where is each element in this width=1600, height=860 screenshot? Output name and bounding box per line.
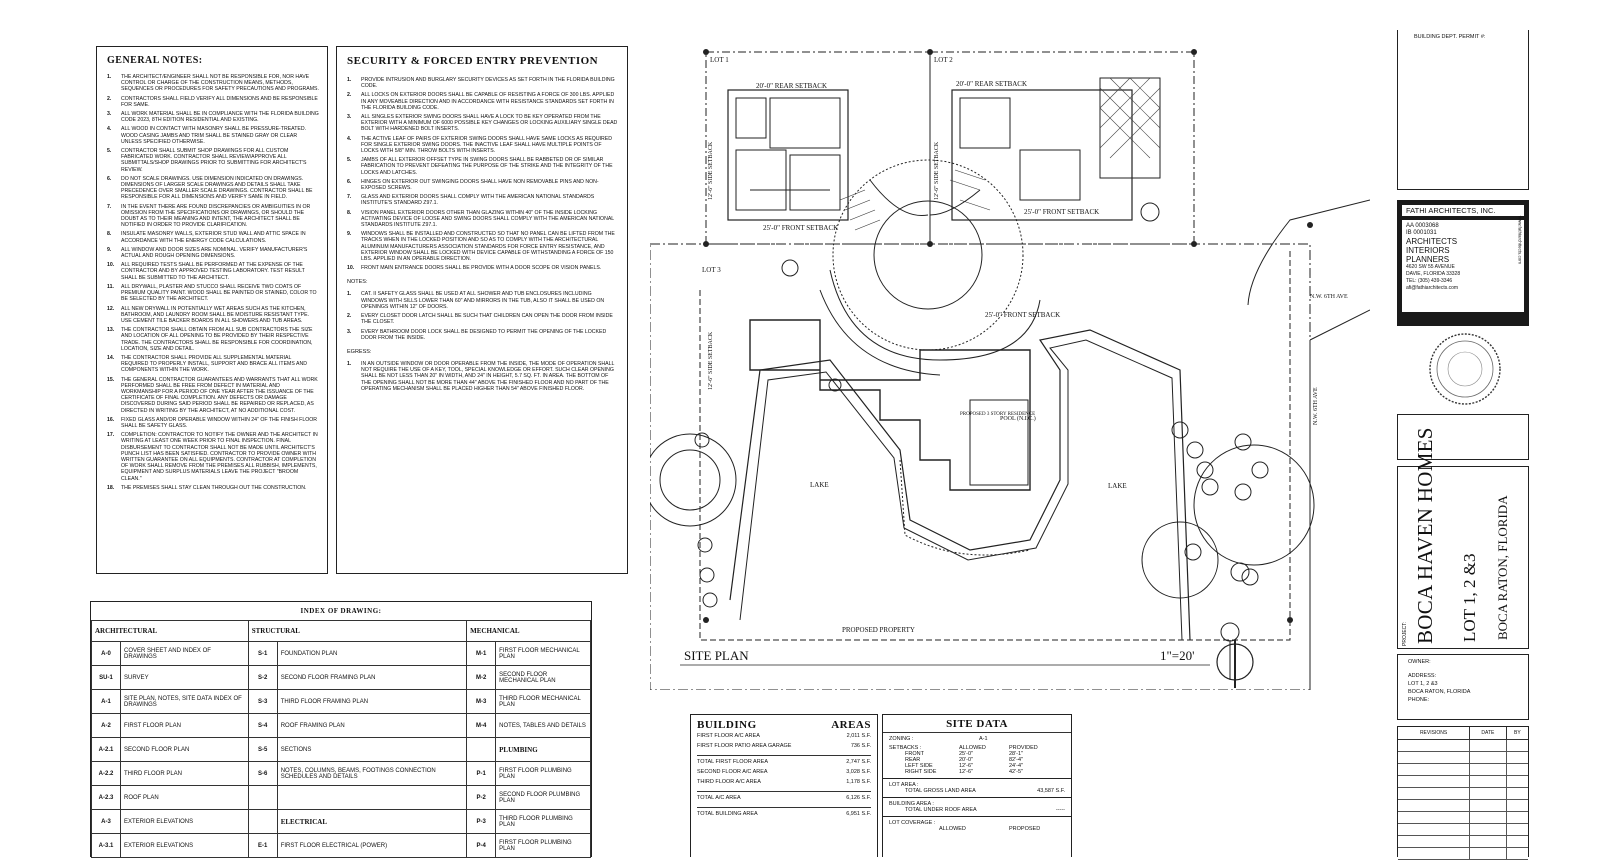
security-note-text: ALL LOCKS ON EXTERIOR DOORS SHALL BE CAPABLE OF RESISTING A FORCE OF 300 LBS. APPLIED IN ANY MOVEABLE DIRECTION AND IN ACCORDANCE WITH RESISTANCE STANDARDS SET FORTH IN THE FLORIDA BUILDING CODE. xyxy=(361,92,615,111)
building-area-label: FIRST FLOOR PATIO AREA GARAGE xyxy=(697,743,792,749)
revision-row xyxy=(1398,776,1528,788)
revision-row xyxy=(1398,752,1528,764)
index-sheet-code: M-2 xyxy=(467,666,496,690)
notes-label: NOTES: xyxy=(347,279,368,286)
general-note-item xyxy=(107,176,319,201)
index-sheet-title: SECTIONS xyxy=(277,738,466,762)
building-area-row xyxy=(697,807,871,819)
setback-allowed: 25'-0" xyxy=(959,751,974,757)
index-sheet-title: FIRST FLOOR ELECTRICAL (POWER) xyxy=(277,834,466,858)
general-note-item xyxy=(107,148,319,173)
index-sheet-code: A-2 xyxy=(92,714,121,738)
index-sheet-title: FIRST FLOOR PLUMBING PLAN xyxy=(496,834,591,858)
general-note-text: ALL DRYWALL, PLASTER AND STUCCO SHALL RECEIVE TWO COATS OF PREMIUM QUALITY PAINT. WOOD SHALL BE PAINTED OR STAINED, COLOR TO BE SELECTED BY THE ARCHITECT. xyxy=(121,283,317,303)
building-area-row xyxy=(697,731,871,741)
general-note-text: THE GENERAL CONTRACTOR GUARANTEES AND WARRANTS THAT ALL WORK PERFORMED SHALL BE FREE FROM DEFECT IN MATERIAL AND WORKMANSHIP FOR A PERIOD OF ONE YEAR AFTER THE ISSUANCE OF THE CERTIFICATE OF FINAL COMPLETION. ANY DEFECTS OR DAMAGE DISCOVERED DURING SAID PERIOD SHALL BE REPAIRED OR REPLACED, AS DIRECTED IN WRITING BY THE ARCHITECT, AT NO ADDITIONAL COST. xyxy=(121,376,318,414)
proposed-property-label: PROPOSED PROPERTY xyxy=(842,626,915,634)
firm-license-1: AA 0003068 xyxy=(1406,223,1439,229)
general-note-text: THE ARCHITECT/ENGINEER SHALL NOT BE RESPONSIBLE FOR, NOR HAVE CONTROL OR CHARGE OF THE CONSTRUCTION MEANS, METHODS, SEQUENCES OR PROCEDURES FOR SAFETY PRECAUTIONS AND PROGRAMS. xyxy=(121,74,319,93)
permit-box xyxy=(1397,30,1529,190)
security-subnote-item xyxy=(347,291,619,310)
lot-coverage-allowed: ALLOWED xyxy=(939,826,966,832)
security-note-text: JAMBS OF ALL EXTERIOR OFFSET TYPE IN SWING DOORS SHALL BE RABBETED OR OF SIMILAR FABRICATION TO PREVENT DEFEATING THE PURPOSE OF THE STRIKE AND THE INTEGRITY OF THE LOCKS AND LATCHES. xyxy=(361,157,613,176)
index-sheet-title: NOTES, COLUMNS, BEAMS, FOOTINGS CONNECTION SCHEDULES AND DETAILS xyxy=(277,762,466,786)
index-sheet-code: P-2 xyxy=(467,786,496,810)
address-line-2: BOCA RATON, FLORIDA xyxy=(1408,689,1471,695)
lot1-front-setback: 25'-0" FRONT SETBACK xyxy=(763,224,839,232)
general-note-number: 18. xyxy=(107,484,115,491)
general-note-item xyxy=(107,74,319,93)
building-areas-rows xyxy=(697,731,871,819)
revision-row xyxy=(1398,812,1528,824)
index-sheet-code: A-2.1 xyxy=(92,738,121,762)
site-data-title: SITE DATA xyxy=(883,718,1071,733)
index-sheet-title xyxy=(277,786,466,810)
revision-row xyxy=(1398,740,1528,752)
firm-website: www.fathiarchitects.com xyxy=(1517,215,1522,264)
lot3-label: LOT 3 xyxy=(702,266,721,274)
building-area-label: THIRD FLOOR A/C AREA xyxy=(697,779,761,785)
setback-label: FRONT xyxy=(905,751,924,757)
general-note-text: THE CONTRACTOR SHALL OBTAIN FROM ALL SUB CONTRACTORS THE SIZE AND LOCATION OF ALL OPENING TO BE PROVIDED BY THEIR RESPECTIVE TRADE. THE CONTRACTORS SHALL BE RESPONSIBLE FOR COORDINATION, LOCATION, SIZE AND DETAIL. xyxy=(121,327,313,352)
site-plan-label: SITE PLAN xyxy=(684,648,749,663)
zoning-value: A-1 xyxy=(979,736,988,742)
security-subnote-item xyxy=(347,329,619,341)
firm-phone: TEL: (305) 439-3346 xyxy=(1406,278,1453,284)
index-column-header: ARCHITECTURAL xyxy=(92,621,249,642)
index-row xyxy=(92,666,591,690)
allowed-header: ALLOWED xyxy=(959,745,986,751)
index-row xyxy=(92,834,591,858)
firm-email: afi@fathiarchitects.com xyxy=(1406,285,1459,291)
general-note-item xyxy=(107,247,319,259)
provided-header: PROVIDED xyxy=(1009,745,1038,751)
index-sheet-code: S-4 xyxy=(248,714,277,738)
lot2-side-setback: 12'-6" SIDE SETBACK xyxy=(934,141,940,200)
egress-notes xyxy=(347,361,619,392)
security-note-item xyxy=(347,194,619,206)
general-note-number: 2. xyxy=(107,95,112,102)
firm-address-1: 4620 SW 55 AVENUE xyxy=(1406,264,1455,270)
date-header: DATE xyxy=(1470,727,1507,739)
index-sheet-code: A-3.1 xyxy=(92,834,121,858)
index-sheet-title: SECOND FLOOR PLAN xyxy=(121,738,249,762)
egress-note-text: IN AN OUTSIDE WINDOW OR DOOR OPERABLE FROM THE INSIDE, THE MODE OF OPERATION SHALL NOT REQUIRE THE USE OF A KEY, TOOL, SPECIAL KNOWLEDGE OR EFFORT. SUCH CLEAR OPENING SHALL BE NOT LESS THAN 20" IN WIDTH, AND 24" IN HEIGHT, 5.7 SQ. FT. IN AREA. THE BOTTOM OF THE OPENING SHALL NOT BE MORE THAN 44" ABOVE THE FINISHED FLOOR AND NO PART OF THE OPERATING MECHANISM SHALL BE PLACED HIGHER THAN 54" ABOVE FINISHED FLOOR. xyxy=(361,360,615,392)
security-note-text: THE ACTIVE LEAF OF PAIRS OF EXTERIOR SWING DOORS SHALL HAVE SAME LOCKS AS REQUIRED FOR SINGLE EXTERIOR SWING DOORS. THE INACTIVE LEAF SHALL HAVE MULTIPLE POINTS OF LOCKS WITH 5/8" MIN. THROW BOLTS WITH INSERTS. xyxy=(361,135,612,155)
security-note-item xyxy=(347,92,619,111)
lake-label-left: LAKE xyxy=(810,481,829,489)
permit-label: BUILDING DEPT. PERMIT #: xyxy=(1414,34,1486,40)
general-note-number: 3. xyxy=(107,111,112,118)
index-sheet-code: A-0 xyxy=(92,642,121,666)
index-row xyxy=(92,786,591,810)
by-header: BY xyxy=(1514,730,1521,736)
index-sheet-title: ROOF PLAN xyxy=(121,786,249,810)
owner-box xyxy=(1397,654,1529,720)
site-data-table xyxy=(882,714,1072,857)
building-area-label: TOTAL FIRST FLOOR AREA xyxy=(697,759,769,765)
general-note-text: DO NOT SCALE DRAWINGS. USE DIMENSION INDICATED ON DRAWINGS. DIMENSIONS OF LARGER SCALE DRAWINGS AND DETAILS SHALL TAKE PRECEDENCE OVER SMALLER SCALE DRAWINGS. CONTRACTOR SHALL BE RESPONSIBLE FOR ALL DIMENSIONS AND VERIFY SAME IN FIELD. xyxy=(121,175,313,201)
index-row xyxy=(92,738,591,762)
index-sheet-code: SU-1 xyxy=(92,666,121,690)
setback-allowed: 12'-6" xyxy=(959,763,974,769)
index-sheet-title: PLUMBING xyxy=(496,738,591,762)
firm-line-1: ARCHITECTS xyxy=(1406,237,1458,246)
index-row xyxy=(92,762,591,786)
revision-row xyxy=(1398,788,1528,800)
security-note-number: 10. xyxy=(347,265,355,272)
project-lots: LOT 1, 2 &3 xyxy=(1460,553,1479,642)
security-note-number: 2. xyxy=(347,92,352,99)
setback-provided: 42'-5" xyxy=(1009,769,1024,775)
general-note-number: 15. xyxy=(107,376,115,383)
pool-label: POOL (N.I.C.) xyxy=(1000,416,1036,422)
lot2-label: LOT 2 xyxy=(934,56,953,64)
project-name: BOCA HAVEN HOMES xyxy=(1413,427,1437,644)
security-subnote-number: 3. xyxy=(347,328,352,335)
setback-allowed: 12'-6" xyxy=(959,769,974,775)
security-note-item xyxy=(347,77,619,89)
index-sheet-title: THIRD FLOOR MECHANICAL PLAN xyxy=(496,690,591,714)
index-column-header: MECHANICAL xyxy=(467,621,591,642)
index-sheet-code: A-1 xyxy=(92,690,121,714)
general-note-number: 11. xyxy=(107,283,114,290)
revision-row xyxy=(1398,836,1528,848)
security-subnote-text: EVERY CLOSET DOOR LATCH SHALL BE SUCH THAT CHILDREN CAN OPEN THE DOOR FROM INSIDE THE CLOSET. xyxy=(361,313,613,326)
general-note-number: 4. xyxy=(107,126,112,133)
index-sheet-title: EXTERIOR ELEVATIONS xyxy=(121,834,249,858)
general-note-text: ALL WOOD IN CONTACT WITH MASONRY SHALL BE PRESSURE-TREATED. WOOD CASING JAMBS AND TRIM SHALL BE STAINED GRAY OR CLEAR UNLESS SPECIFIED OTHERWISE. xyxy=(121,126,307,145)
building-area-label: BUILDING AREA : xyxy=(889,801,934,807)
building-area-value: 3,028 S.F. xyxy=(846,769,871,775)
street-label-side: N.W. 6TH AVE xyxy=(1313,387,1319,425)
security-notes-list xyxy=(347,77,619,271)
index-sheet-code: S-1 xyxy=(248,642,277,666)
building-area-row xyxy=(697,741,871,751)
security-subnote-text: EVERY BATHROOM DOOR LOCK SHALL BE DESIGNED TO PERMIT THE OPENING OF THE LOCKED DOOR FROM THE INSIDE. xyxy=(361,328,607,341)
lake-label-right: LAKE xyxy=(1108,482,1127,490)
lot3-side-setback: 12'-6" SIDE SETBACK xyxy=(708,331,714,390)
firm-name: FATHI ARCHITECTS, INC. xyxy=(1402,205,1524,216)
index-sheet-code: S-3 xyxy=(248,690,277,714)
index-sheet-title: EXTERIOR ELEVATIONS xyxy=(121,810,249,834)
building-area-row xyxy=(697,791,871,803)
index-sheet-code: P-3 xyxy=(467,810,496,834)
index-sheet-code: M-4 xyxy=(467,714,496,738)
security-note-number: 1. xyxy=(347,77,352,83)
index-sheet-code: E-1 xyxy=(248,834,277,858)
general-note-number: 9. xyxy=(107,246,112,253)
address-label: ADDRESS: xyxy=(1408,673,1437,679)
security-subnote-number: 2. xyxy=(347,313,352,320)
egress-note-number: 1. xyxy=(347,360,352,367)
building-area-value: 6,126 S.F. xyxy=(846,795,871,801)
general-note-item xyxy=(107,432,319,482)
general-note-text: FIXED GLASS AND/OR OPERABLE WINDOW WITHIN 24" OF THE FINISH FLOOR SHALL BE SAFETY GLASS. xyxy=(121,416,318,429)
security-note-text: FRONT MAIN ENTRANCE DOORS SHALL BE PROVIDE WITH A DOOR SCOPE OR VISION PANELS. xyxy=(361,265,602,272)
index-sheet-title: FOUNDATION PLAN xyxy=(277,642,466,666)
index-sheet-code: S-2 xyxy=(248,666,277,690)
index-sheet-code xyxy=(248,786,277,810)
setback-provided: 24'-4" xyxy=(1009,763,1024,769)
security-note-number: 7. xyxy=(347,194,352,201)
egress-note-item xyxy=(347,361,619,392)
index-sheet-code: P-1 xyxy=(467,762,496,786)
firm-line-3: PLANNERS xyxy=(1406,255,1450,264)
general-note-item xyxy=(107,485,319,491)
index-of-drawings xyxy=(90,601,592,857)
security-note-item xyxy=(347,231,619,262)
lot2-rear-setback: 20'-0" REAR SETBACK xyxy=(956,80,1028,88)
revision-rows xyxy=(1398,740,1528,860)
general-note-text: CONTRACTORS SHALL FIELD VERIFY ALL DIMENSIONS AND BE RESPONSIBLE FOR SAME. xyxy=(121,95,318,108)
security-note-item xyxy=(347,265,619,271)
index-row xyxy=(92,714,591,738)
security-notes-title: SECURITY & FORCED ENTRY PREVENTION xyxy=(347,55,599,67)
security-note-number: 9. xyxy=(347,231,352,238)
revisions-header: REVISIONS xyxy=(1398,727,1470,739)
security-note-number: 5. xyxy=(347,157,352,164)
index-sheet-code: M-3 xyxy=(467,690,496,714)
index-sheet-code: A-2.3 xyxy=(92,786,121,810)
setback-label: LEFT SIDE xyxy=(905,763,933,769)
general-notes-title: GENERAL NOTES: xyxy=(107,55,203,66)
firm-license-2: IB 0001031 xyxy=(1406,230,1437,236)
index-sheet-title: ROOF FRAMING PLAN xyxy=(277,714,466,738)
security-note-number: 3. xyxy=(347,114,352,121)
building-area-value: 6,951 S.F. xyxy=(846,811,871,817)
building-area-row xyxy=(697,777,871,787)
building-area-label: TOTAL BUILDING AREA xyxy=(697,811,758,817)
index-sheet-code: S-6 xyxy=(248,762,277,786)
setbacks-label: SETBACKS : xyxy=(889,745,922,751)
security-note-item xyxy=(347,114,619,133)
building-area-label: SECOND FLOOR A/C AREA xyxy=(697,769,768,775)
building-area-value: 736 S.F. xyxy=(850,743,871,749)
street-label-top: N.W. 6TH AVE xyxy=(1310,294,1348,300)
phone-label: PHONE: xyxy=(1408,697,1430,703)
architect-seal xyxy=(1428,332,1502,406)
general-note-item xyxy=(107,231,319,243)
building-area-value: ----- xyxy=(1055,807,1065,813)
building-areas-table xyxy=(690,714,878,857)
index-sheet-title: THIRD FLOOR PLUMBING PLAN xyxy=(496,810,591,834)
index-sheet-title: THIRD FLOOR PLAN xyxy=(121,762,249,786)
index-sheet-title: FIRST FLOOR MECHANICAL PLAN xyxy=(496,642,591,666)
security-note-number: 8. xyxy=(347,209,352,216)
lot3-front-setback: 25'-0" FRONT SETBACK xyxy=(985,311,1061,319)
general-note-number: 6. xyxy=(107,175,112,182)
general-note-item xyxy=(107,204,319,229)
setbacks-rows xyxy=(889,751,1065,775)
lot1-rear-setback: 20'-0" REAR SETBACK xyxy=(756,82,828,90)
building-area-value: 2,011 S.F. xyxy=(846,733,871,739)
security-note-item xyxy=(347,136,619,155)
general-note-number: 7. xyxy=(107,203,112,210)
index-column-header: STRUCTURAL xyxy=(248,621,466,642)
security-note-text: GLASS AND EXTERIOR DOORS SHALL COMPLY WITH THE AMERICAN NATIONAL STANDARDS INSTITUTE'S STANDARD Z97.1. xyxy=(361,194,595,207)
index-sheet-title: COVER SHEET AND INDEX OF DRAWINGS xyxy=(121,642,249,666)
setback-row xyxy=(889,769,1065,775)
index-sheet-code: P-4 xyxy=(467,834,496,858)
general-notes-panel xyxy=(96,46,328,574)
building-area-label: TOTAL A/C AREA xyxy=(697,795,741,801)
egress-label: EGRESS: xyxy=(347,348,372,355)
general-note-number: 12. xyxy=(107,305,115,312)
index-sheet-title: SECOND FLOOR FRAMING PLAN xyxy=(277,666,466,690)
index-sheet-title: SECOND FLOOR MECHANICAL PLAN xyxy=(496,666,591,690)
revision-row xyxy=(1398,764,1528,776)
project-box xyxy=(1397,427,1529,649)
general-note-text: COMPLETION: CONTRACTOR TO NOTIFY THE OWNER AND THE ARCHITECT IN WRITING AT LEAST ONE WEEK PRIOR TO FINAL INSPECTION. FINAL DISBURSEMENT TO CONTRACTOR SHALL NOT BE MADE UNTIL ARCHITECT'S PUNCH LIST HAS BEEN SATISFIED. CONTRACTOR TO PROVIDE OWNER WITH WRITTEN GUARANTEE ON ALL EQUIPMENTS. CONTRACTOR AT COMPLETION OF WORK SHALL REMOVE FROM THE PREMISES ALL RUBBISH, IMPLEMENTS, EQUIPMENT AND SURPLUS MATERIALS LEAVE THE PROJECT "BROOM CLEAN." xyxy=(121,432,318,482)
building-area-row xyxy=(697,755,871,767)
index-table xyxy=(91,621,591,858)
building-area-sub: TOTAL UNDER ROOF AREA xyxy=(905,807,977,813)
general-note-text: ALL REQUIRED TESTS SHALL BE PERFORMED AT THE EXPENSE OF THE CONTRACTOR AND BY APPROVED TESTING LABORATORY. TEST RESULT SHALL BE SUBMITTED TO THE ARCHITECT. xyxy=(121,262,305,281)
general-note-number: 5. xyxy=(107,148,112,155)
general-note-text: IN THE EVENT THERE ARE FOUND DISCREPANCIES OR AMBIGUITIES IN OR OMISSION FROM THE SPECIFICATIONS OR DRAWINGS, OR SHOULD THE DOUBT AS TO THEIR MEANING AND INTENT, THE ARCHITECT SHALL BE NOTIFIED IN ORDER TO PROVIDE CLARIFICATION. xyxy=(121,203,311,229)
security-note-item xyxy=(347,157,619,176)
owner-label: OWNER: xyxy=(1408,659,1431,665)
general-note-number: 16. xyxy=(107,416,115,423)
general-note-item xyxy=(107,96,319,108)
revision-row xyxy=(1398,848,1528,860)
revision-row xyxy=(1398,800,1528,812)
security-subnote-text: CAT. II SAFETY GLASS SHALL BE USED AT ALL SHOWER AND TUB ENCLOSURES INCLUDING WINDOWS WITH SILLS LOWER THAN 60" AND MIRRORS IN THE TUB, ALSO IT SHALL BE USED ON OPENINGS WITHIN 12" OF DOORS. xyxy=(361,291,605,310)
security-subnote-number: 1. xyxy=(347,291,352,298)
general-note-item xyxy=(107,306,319,325)
index-sheet-code: A-2.2 xyxy=(92,762,121,786)
security-notes-panel xyxy=(336,46,628,574)
project-city: BOCA RATON, FLORIDA xyxy=(1495,495,1510,640)
setback-label: RIGHT SIDE xyxy=(905,769,937,775)
general-note-item xyxy=(107,417,319,429)
index-sheet-code: A-3 xyxy=(92,810,121,834)
general-note-number: 17. xyxy=(107,432,115,439)
general-note-number: 13. xyxy=(107,327,115,334)
index-sheet-title: ELECTRICAL xyxy=(277,810,466,834)
lot1-label: LOT 1 xyxy=(710,56,729,64)
general-note-item xyxy=(107,126,319,145)
proposed-residence-label: PROPOSED 3 STORY RESIDENCE xyxy=(960,412,1036,417)
index-sheet-code xyxy=(248,810,277,834)
index-row xyxy=(92,810,591,834)
general-note-item xyxy=(107,111,319,123)
project-label: PROJECT: xyxy=(1402,621,1408,646)
address-line-1: LOT 1, 2 &3 xyxy=(1408,681,1438,687)
index-row xyxy=(92,690,591,714)
site-plan-scale: 1"=20' xyxy=(1160,648,1195,663)
building-areas-title-right: AREAS xyxy=(831,719,871,731)
building-area-value: 2,747 S.F. xyxy=(846,759,871,765)
security-note-text: VISION PANEL EXTERIOR DOORS OTHER THAN GLAZING WITHIN 40" OF THE INSIDE LOCKING ACTIVATING DEVICE OF LOOSE AND SWING DOORS SHALL COMPLY WITH THE AMERICAN NATIONAL STANDARDS INSTITUTE Z97.1. xyxy=(361,209,614,229)
security-note-number: 4. xyxy=(347,135,352,142)
index-sheet-code xyxy=(467,738,496,762)
firm-block xyxy=(1397,200,1529,326)
general-notes-list xyxy=(107,74,319,491)
security-note-text: ALL SINGLES EXTERIOR SWING DOORS SHALL HAVE A LOCK TO BE KEY OPERATED FROM THE EXTERIOR WITH A MINIMUM OF 6000 POSSIBLE KEY CHANGES OR LOCKING AUXILIARY SINGLE DEAD BOLT WITH HARDENED BOLT INSERTS. xyxy=(361,114,618,133)
general-note-text: THE CONTRACTOR SHALL PROVIDE ALL SUPPLEMENTAL MATERIAL REQUIRED TO PROPERLY INSTALL, SUPPORT AND BRACE ALL ITEMS AND COMPONENTS WITHIN THE WORK. xyxy=(121,354,307,374)
general-note-number: 1. xyxy=(107,74,112,80)
index-sheet-title: SECOND FLOOR PLUMBING PLAN xyxy=(496,786,591,810)
lot-coverage-proposed: PROPOSED xyxy=(1009,826,1041,832)
security-note-text: WINDOWS SHALL BE INSTALLED AND CONSTRUCTED SO THAT NO PANEL CAN BE LIFTED FROM THE TRACKS WHEN IN THE LOCKED POSITION AND SO AS TO COMPLY WITH THE ARCHITECTURAL ALUMINUM MANUFACTURERS ASSOCIATION STANDARDS FOR FORCE ENTRY RESISTANCE, AND EXTERIOR WINDOW SHALL BE LOCKED WITH DEVICE CAPABLE OF WITHSTANDING A FORCE OF 150 LBS. APPLIED IN AN OPERABLE DIRECTION. xyxy=(361,231,615,263)
building-area-row xyxy=(697,767,871,777)
index-sheet-code: S-5 xyxy=(248,738,277,762)
index-sheet-code: M-1 xyxy=(467,642,496,666)
general-note-item xyxy=(107,284,319,303)
revision-row xyxy=(1398,824,1528,836)
index-sheet-title: NOTES, TABLES AND DETAILS xyxy=(496,714,591,738)
security-subnote-item xyxy=(347,313,619,325)
general-note-number: 8. xyxy=(107,231,112,238)
firm-line-2: INTERIORS xyxy=(1406,246,1450,255)
revisions-box xyxy=(1397,726,1529,857)
index-sheet-title: SURVEY xyxy=(121,666,249,690)
general-note-item xyxy=(107,355,319,374)
security-note-item xyxy=(347,179,619,191)
general-note-item xyxy=(107,262,319,281)
building-areas-title-left: BUILDING xyxy=(697,719,757,731)
security-sub-notes xyxy=(347,291,619,340)
lot1-side-setback: 12'-6" SIDE SETBACK xyxy=(708,141,714,200)
setback-provided: 28'-1" xyxy=(1009,751,1024,757)
building-area-label: FIRST FLOOR A/C AREA xyxy=(697,733,760,739)
index-sheet-title: FIRST FLOOR PLAN xyxy=(121,714,249,738)
setback-label: REAR xyxy=(905,757,921,763)
lot-area-value: 43,587 S.F. xyxy=(1037,788,1065,794)
general-note-number: 10. xyxy=(107,262,115,269)
index-sheet-title: THIRD FLOOR FRAMING PLAN xyxy=(277,690,466,714)
building-area-value: 1,178 S.F. xyxy=(846,779,871,785)
security-note-text: PROVIDE INTRUSION AND BURGLARY SECURITY DEVICES AS SET FORTH IN THE FLORIDA BUILDING CODE. xyxy=(361,77,615,90)
general-note-item xyxy=(107,327,319,352)
general-note-text: ALL NEW DRYWALL IN POTENTIALLY WET AREAS SUCH AS THE KITCHEN, BATHROOM, AND LAUNDRY ROOM SHALL BE MOISTURE RESISTANT TYPE. USE CEMENT TILE BACKER BOARDS IN ALL SHOWERS AND TUB AREAS. xyxy=(121,305,310,324)
index-row xyxy=(92,642,591,666)
index-sheet-title: SITE PLAN, NOTES, SITE DATA INDEX OF DRAWINGS xyxy=(121,690,249,714)
firm-address-2: DAVIE, FLORIDA 33328 xyxy=(1406,271,1461,277)
index-sheet-title: FIRST FLOOR PLUMBING PLAN xyxy=(496,762,591,786)
lot-coverage-label: LOT COVERAGE : xyxy=(889,820,936,826)
site-plan-drawing xyxy=(650,40,1370,690)
general-note-text: ALL WORK MATERIAL SHALL BE IN COMPLIANCE WITH THE FLORIDA BUILDING CODE 2023, 8TH EDITION RESIDENTIAL AND EXISTING. xyxy=(121,111,319,124)
index-header-row xyxy=(92,621,591,642)
lot-area-sub: TOTAL GROSS LAND AREA xyxy=(905,788,976,794)
security-note-item xyxy=(347,210,619,229)
general-note-item xyxy=(107,377,319,414)
security-note-text: HINGES ON EXTERIOR OUT SWINGING DOORS SHALL HAVE NON REMOVABLE PINS AND NON-EXPOSED SCREWS. xyxy=(361,178,599,192)
setback-allowed: 20'-0" xyxy=(959,757,974,763)
zoning-label: ZONING : xyxy=(889,736,914,742)
general-note-text: CONTRACTOR SHALL SUBMIT SHOP DRAWINGS FOR ALL CUSTOM FABRICATED WORK. CONTRACTOR SHALL REVIEW/APPROVE ALL SUBMITTALS/SHOP DRAWINGS PRIOR TO SUBMITTING FOR ARCHITECT'S REVIEW. xyxy=(121,148,307,173)
lot-area-label: LOT AREA : xyxy=(889,782,919,788)
general-note-number: 14. xyxy=(107,354,115,361)
index-title: INDEX OF DRAWING: xyxy=(91,602,591,621)
security-note-number: 6. xyxy=(347,178,352,185)
setback-provided: 82'-4" xyxy=(1009,757,1024,763)
general-note-text: ALL WINDOW AND DOOR SIZES ARE NOMINAL. VERIFY MANUFACTURER'S ACTUAL AND ROUGH OPENING DIMENSIONS. xyxy=(121,246,308,260)
general-note-text: INSULATE MASONRY WALLS, EXTERIOR STUD WALL AND ATTIC SPACE IN ACCORDANCE WITH THE ENERGY CODE CALCULATIONS. xyxy=(121,231,306,244)
lot2-front-setback: 25'-0" FRONT SETBACK xyxy=(1024,208,1100,216)
general-note-text: THE PREMISES SHALL STAY CLEAN THROUGH OUT THE CONSTRUCTION. xyxy=(121,484,307,491)
